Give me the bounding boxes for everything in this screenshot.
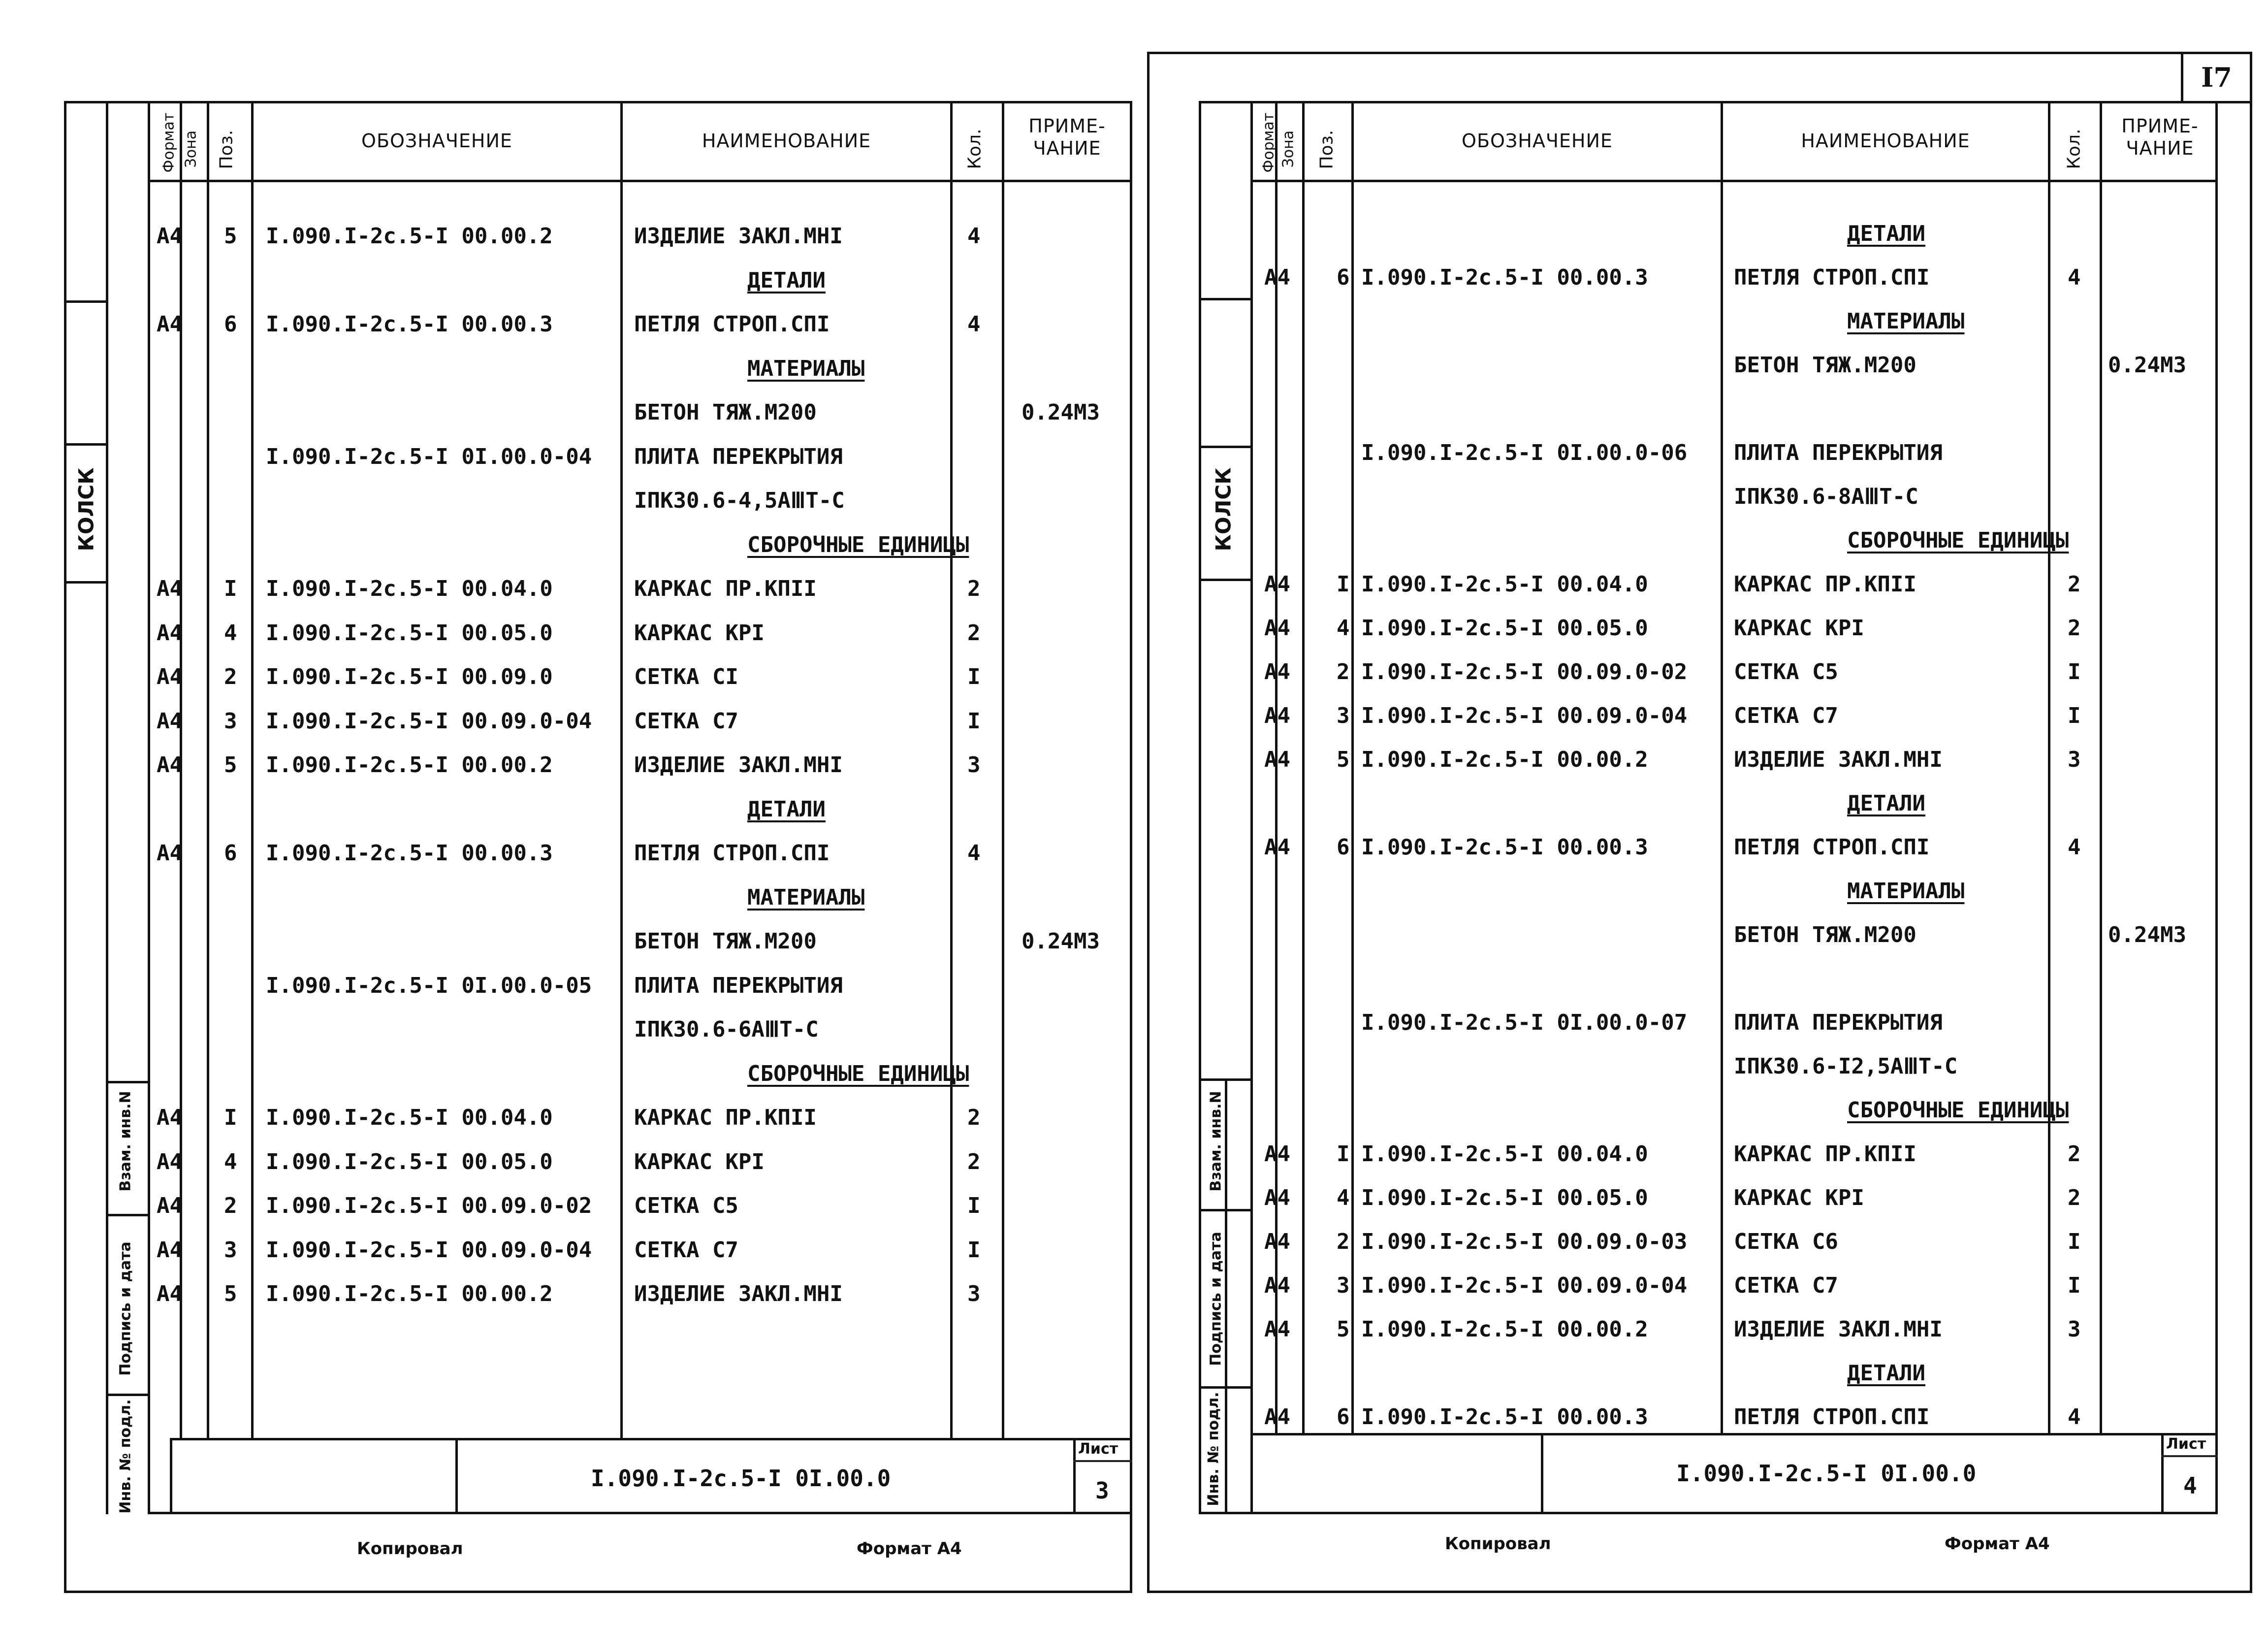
cell-pos: 2: [1337, 659, 1350, 684]
right-titleblock-line: [2161, 1433, 2164, 1514]
cell-qty: I: [2068, 659, 2081, 684]
cell-qty: 3: [2068, 1317, 2081, 1342]
left-header-name: НАИМЕНОВАНИЕ: [702, 130, 871, 152]
spec-row: [0, 390, 2268, 429]
spec-row: [0, 1003, 2268, 1042]
cell-pos: 3: [1337, 1273, 1350, 1298]
right-header-qty: Кол.: [2064, 129, 2084, 169]
cell-format: А4: [157, 841, 183, 866]
cell-name: СЕТКА С5: [1734, 659, 1838, 684]
cell-pos: I: [224, 576, 237, 601]
cell-name: ПЛИТА ПЕРЕКРЫТИЯ: [634, 973, 843, 998]
right-header-designation: ОБОЗНАЧЕНИЕ: [1462, 130, 1613, 152]
spec-row: [0, 652, 2268, 692]
cell-note: 0.24М3: [2108, 353, 2186, 378]
cell-designation: I.090.I-2c.5-I 00.00.3: [1361, 265, 1648, 290]
cell-name: ИЗДЕЛИЕ ЗАКЛ.МНI: [634, 224, 843, 249]
cell-pos: 4: [1337, 616, 1350, 641]
cell-name: СЕТКА СI: [634, 664, 738, 689]
right-header-zone: Зона: [1279, 130, 1297, 168]
right-inv-label: Инв. № подл.: [1205, 1392, 1222, 1506]
cell-name: СЕТКА С6: [1734, 1229, 1838, 1254]
cell-pos: 6: [1337, 1404, 1350, 1430]
cell-designation: I.090.I-2c.5-I 0I.00.0-04: [266, 444, 592, 469]
left-stamp-label: КОЛСК: [74, 467, 98, 552]
cell-designation: I.090.I-2c.5-I 00.00.3: [266, 841, 553, 866]
left-header-note-1: ПРИМЕ-: [1028, 115, 1106, 137]
cell-format: А4: [1264, 1185, 1290, 1210]
right-sheet-number: 4: [2183, 1472, 2197, 1499]
cell-name: СБОРОЧНЫЕ ЕДИНИЦЫ: [747, 1061, 969, 1086]
cell-format: А4: [157, 620, 183, 646]
cell-name: ДЕТАЛИ: [747, 796, 826, 822]
cell-designation: I.090.I-2c.5-I 0I.00.0-06: [1361, 440, 1688, 465]
cell-name: КАРКАС ПР.КПII: [634, 576, 817, 601]
cell-designation: I.090.I-2c.5-I 00.00.2: [1361, 747, 1648, 772]
left-titleblock-top: [170, 1438, 1132, 1440]
left-side-divider: [106, 1394, 148, 1396]
right-doc-code: I.090.I-2c.5-I 0I.00.0: [1676, 1460, 1977, 1487]
cell-qty: 2: [2068, 1141, 2081, 1167]
cell-designation: I.090.I-2c.5-I 00.05.0: [1361, 1185, 1648, 1210]
cell-name: СЕТКА С5: [634, 1193, 738, 1218]
cell-format: А4: [157, 1281, 183, 1306]
left-inv-label: Инв. № подл.: [117, 1399, 134, 1514]
cell-format: А4: [1264, 703, 1290, 728]
cell-pos: I: [224, 1105, 237, 1130]
cell-name: ПЛИТА ПЕРЕКРЫТИЯ: [1734, 440, 1943, 465]
cell-designation: I.090.I-2c.5-I 00.00.2: [266, 752, 553, 778]
cell-designation: I.090.I-2c.5-I 00.09.0-03: [1361, 1229, 1688, 1254]
right-header-note-2: ЧАНИЕ: [2126, 137, 2194, 159]
cell-pos: 2: [224, 1193, 237, 1218]
cell-format: А4: [1264, 1141, 1290, 1167]
right-podpis-label: Подпись и дата: [1207, 1232, 1225, 1366]
left-footer-copied: Копировал: [357, 1539, 463, 1559]
right-titleblock-line: [1541, 1433, 1543, 1514]
right-side-divider: [1199, 298, 1250, 300]
cell-format: А4: [157, 1105, 183, 1130]
cell-name: СЕТКА С7: [634, 708, 738, 734]
spec-row: [0, 214, 2268, 254]
cell-pos: 2: [1337, 1229, 1350, 1254]
cell-pos: 5: [224, 224, 237, 249]
left-footer-format: Формат А4: [857, 1539, 962, 1559]
cell-name: БЕТОН ТЯЖ.М200: [1734, 922, 1917, 947]
left-header-zone: Зона: [182, 130, 200, 168]
right-header-pos: Поз.: [1316, 130, 1337, 169]
cell-name: ИЗДЕЛИЕ ЗАКЛ.МНI: [1734, 1317, 1943, 1342]
cell-name: КАРКАС КРI: [1734, 616, 1864, 641]
spec-row: [0, 1178, 2268, 1218]
cell-name: СБОРОЧНЫЕ ЕДИНИЦЫ: [1847, 1098, 2069, 1123]
left-header-pos: Поз.: [216, 130, 237, 169]
cell-designation: I.090.I-2c.5-I 00.09.0: [266, 664, 553, 689]
cell-qty: I: [967, 664, 981, 689]
cell-name: IПК30.6-I2,5АⅢТ-С: [1734, 1054, 1958, 1079]
cell-qty: 4: [967, 224, 981, 249]
cell-name: ДЕТАЛИ: [747, 267, 826, 293]
cell-designation: I.090.I-2c.5-I 00.09.0-02: [1361, 659, 1688, 684]
cell-designation: I.090.I-2c.5-I 00.09.0-04: [266, 708, 592, 734]
cell-pos: 3: [224, 1237, 237, 1263]
cell-pos: 6: [224, 841, 237, 866]
cell-pos: I: [1337, 1141, 1350, 1167]
right-corner-number: I7: [2181, 52, 2252, 103]
cell-designation: I.090.I-2c.5-I 00.00.3: [1361, 835, 1648, 860]
right-side-frame-bottom: [1199, 1512, 1250, 1514]
cell-designation: I.090.I-2c.5-I 00.05.0: [266, 1149, 553, 1174]
cell-format: А4: [157, 312, 183, 337]
cell-format: А4: [157, 664, 183, 689]
cell-designation: I.090.I-2c.5-I 00.09.0-02: [266, 1193, 592, 1218]
cell-qty: 4: [2068, 1404, 2081, 1430]
left-header-note-2: ЧАНИЕ: [1033, 137, 1101, 159]
cell-name: ИЗДЕЛИЕ ЗАКЛ.МНI: [1734, 747, 1943, 772]
left-sheet-number: 3: [1095, 1477, 1109, 1504]
cell-name: БЕТОН ТЯЖ.М200: [634, 400, 817, 425]
cell-qty: 2: [2068, 572, 2081, 597]
cell-name: ПЛИТА ПЕРЕКРЫТИЯ: [1734, 1010, 1943, 1035]
cell-name: ДЕТАЛИ: [1847, 791, 1925, 816]
cell-format: А4: [1264, 265, 1290, 290]
right-footer-format: Формат А4: [1945, 1534, 2050, 1554]
cell-pos: 4: [224, 1149, 237, 1174]
spec-row: [0, 565, 2268, 604]
cell-format: А4: [1264, 1317, 1290, 1342]
right-stamp-label: КОЛСК: [1211, 467, 1236, 552]
cell-designation: I.090.I-2c.5-I 00.04.0: [1361, 1141, 1648, 1167]
left-header-qty: Кол.: [964, 129, 985, 169]
cell-note: 0.24М3: [1022, 929, 1100, 954]
left-vzam-label: Взам. инв.N: [117, 1091, 134, 1192]
cell-pos: 3: [1337, 703, 1350, 728]
right-header-bottom: [1250, 180, 2218, 182]
cell-format: А4: [157, 752, 183, 778]
spec-row: [0, 302, 2268, 341]
right-sheet-label: Лист: [2166, 1435, 2206, 1453]
cell-qty: I: [2068, 1273, 2081, 1298]
cell-qty: I: [2068, 703, 2081, 728]
cell-format: А4: [1264, 835, 1290, 860]
cell-qty: 4: [967, 841, 981, 866]
cell-format: А4: [1264, 616, 1290, 641]
cell-qty: 3: [2068, 747, 2081, 772]
cell-name: ИЗДЕЛИЕ ЗАКЛ.МНI: [634, 752, 843, 778]
cell-name: СЕТКА С7: [1734, 703, 1838, 728]
left-header-format: Формат: [160, 112, 178, 173]
cell-qty: I: [967, 708, 981, 734]
left-header-bottom: [148, 180, 1132, 182]
cell-format: А4: [1264, 1273, 1290, 1298]
cell-format: А4: [1264, 1404, 1290, 1430]
cell-name: КАРКАС КРI: [634, 620, 765, 646]
spec-row: [0, 1222, 2268, 1262]
cell-format: А4: [157, 224, 183, 249]
spec-row: [0, 609, 2268, 648]
cell-qty: I: [967, 1193, 981, 1218]
left-podpis-label: Подпись и дата: [117, 1241, 134, 1376]
right-titleblock-top: [1250, 1433, 2218, 1435]
cell-qty: 2: [967, 1105, 981, 1130]
cell-format: А4: [1264, 659, 1290, 684]
cell-format: А4: [1264, 747, 1290, 772]
cell-format: А4: [157, 708, 183, 734]
left-titleblock-line: [170, 1438, 172, 1514]
spec-row: [0, 1091, 2268, 1130]
left-titleblock-line: [455, 1438, 458, 1514]
cell-format: А4: [157, 1193, 183, 1218]
cell-qty: 3: [967, 752, 981, 778]
spec-row: [0, 696, 2268, 736]
spec-row: [0, 433, 2268, 473]
right-vzam-label: Взам. инв.N: [1207, 1091, 1225, 1192]
cell-name: СБОРОЧНЫЕ ЕДИНИЦЫ: [1847, 528, 2069, 553]
cell-pos: 2: [224, 664, 237, 689]
cell-name: МАТЕРИАЛЫ: [747, 884, 865, 910]
right-header-note-1: ПРИМЕ-: [2121, 115, 2199, 137]
cell-pos: 6: [1337, 835, 1350, 860]
cell-format: А4: [157, 576, 183, 601]
cell-pos: 5: [1337, 1317, 1350, 1342]
cell-qty: I: [967, 1237, 981, 1263]
cell-qty: 4: [967, 312, 981, 337]
right-side-frame-top: [1199, 101, 1250, 103]
spec-row: [0, 477, 2268, 517]
cell-name: МАТЕРИАЛЫ: [747, 356, 865, 381]
cell-name: КАРКАС КРI: [1734, 1185, 1864, 1210]
cell-name: СБОРОЧНЫЕ ЕДИНИЦЫ: [747, 532, 969, 557]
cell-name: IПК30.6-8АⅢТ-С: [1734, 484, 1918, 509]
cell-designation: I.090.I-2c.5-I 00.04.0: [1361, 572, 1648, 597]
cell-name: ПЕТЛЯ СТРОП.СПI: [634, 841, 830, 866]
cell-qty: 3: [967, 1281, 981, 1306]
left-header-designation: ОБОЗНАЧЕНИЕ: [361, 130, 512, 152]
spec-row: [0, 1310, 2268, 1349]
cell-note: 0.24М3: [2108, 922, 2186, 947]
cell-name: БЕТОН ТЯЖ.М200: [634, 929, 817, 954]
spec-row: [0, 521, 2268, 560]
cell-pos: 4: [1337, 1185, 1350, 1210]
left-titleblock-line: [1073, 1438, 1076, 1514]
spec-row: [0, 1354, 2268, 1393]
cell-name: СЕТКА С7: [1734, 1273, 1838, 1298]
cell-designation: I.090.I-2c.5-I 0I.00.0-05: [266, 973, 592, 998]
cell-qty: 4: [2068, 835, 2081, 860]
spec-row: [0, 1266, 2268, 1305]
cell-name: КАРКАС КРI: [634, 1149, 765, 1174]
spec-row: [0, 828, 2268, 867]
cell-qty: 4: [2068, 265, 2081, 290]
cell-name: IПК30.6-6АⅢТ-С: [634, 1017, 819, 1042]
spec-row: [0, 915, 2268, 955]
cell-name: БЕТОН ТЯЖ.М200: [1734, 353, 1917, 378]
spec-row: [0, 959, 2268, 999]
cell-pos: I: [1337, 572, 1350, 597]
left-sheet-divider: [1073, 1460, 1132, 1462]
cell-format: А4: [157, 1237, 183, 1263]
cell-name: ПЕТЛЯ СТРОП.СПI: [1734, 835, 1930, 860]
cell-designation: I.090.I-2c.5-I 00.05.0: [1361, 616, 1648, 641]
cell-designation: I.090.I-2c.5-I 00.05.0: [266, 620, 553, 646]
cell-name: МАТЕРИАЛЫ: [1847, 879, 1965, 904]
cell-name: КАРКАС ПР.КПII: [1734, 1141, 1917, 1167]
cell-pos: 5: [224, 1281, 237, 1306]
cell-name: ПЛИТА ПЕРЕКРЫТИЯ: [634, 444, 843, 469]
spec-row: [0, 784, 2268, 823]
spec-row: [0, 258, 2268, 297]
cell-qty: 2: [2068, 1185, 2081, 1210]
cell-designation: I.090.I-2c.5-I 00.04.0: [266, 576, 553, 601]
spec-row: [0, 740, 2268, 780]
cell-format: А4: [157, 1149, 183, 1174]
spec-row: [0, 346, 2268, 385]
right-header-name: НАИМЕНОВАНИЕ: [1801, 130, 1970, 152]
cell-name: ПЕТЛЯ СТРОП.СПI: [1734, 265, 1930, 290]
left-doc-code: I.090.I-2c.5-I 0I.00.0: [591, 1465, 891, 1492]
cell-qty: I: [2068, 1229, 2081, 1254]
cell-designation: I.090.I-2c.5-I 00.00.2: [266, 1281, 553, 1306]
cell-name: КАРКАС ПР.КПII: [634, 1105, 817, 1130]
right-sheet-divider: [2161, 1455, 2218, 1457]
cell-pos: 3: [224, 708, 237, 734]
cell-designation: I.090.I-2c.5-I 00.00.3: [1361, 1404, 1648, 1430]
cell-designation: I.090.I-2c.5-I 00.00.3: [266, 312, 553, 337]
cell-pos: 5: [1337, 747, 1350, 772]
cell-format: А4: [1264, 572, 1290, 597]
cell-designation: I.090.I-2c.5-I 00.04.0: [266, 1105, 553, 1130]
cell-designation: I.090.I-2c.5-I 00.09.0-04: [1361, 703, 1688, 728]
cell-pos: 5: [224, 752, 237, 778]
cell-designation: I.090.I-2c.5-I 0I.00.0-07: [1361, 1010, 1688, 1035]
cell-name: IПК30.6-4,5АⅢТ-С: [634, 488, 845, 513]
cell-qty: 2: [967, 1149, 981, 1174]
cell-name: КАРКАС ПР.КПII: [1734, 572, 1917, 597]
cell-pos: 4: [224, 620, 237, 646]
cell-note: 0.24М3: [1022, 400, 1100, 425]
right-footer-copied: Копировал: [1445, 1534, 1551, 1554]
spec-row: [0, 1047, 2268, 1086]
cell-format: А4: [1264, 1229, 1290, 1254]
spec-row: [0, 1135, 2268, 1174]
cell-name: ПЕТЛЯ СТРОП.СПI: [634, 312, 830, 337]
left-sheet-label: Лист: [1078, 1440, 1118, 1458]
cell-name: ДЕТАЛИ: [1847, 1361, 1925, 1386]
cell-qty: 2: [967, 620, 981, 646]
cell-name: СЕТКА С7: [634, 1237, 738, 1263]
cell-pos: 6: [224, 312, 237, 337]
spec-row: [0, 1398, 2268, 1437]
cell-name: ИЗДЕЛИЕ ЗАКЛ.МНI: [634, 1281, 843, 1306]
cell-pos: 6: [1337, 265, 1350, 290]
cell-name: МАТЕРИАЛЫ: [1847, 309, 1965, 334]
cell-designation: I.090.I-2c.5-I 00.00.2: [1361, 1317, 1648, 1342]
cell-name: ПЕТЛЯ СТРОП.СПI: [1734, 1404, 1930, 1430]
cell-name: ДЕТАЛИ: [1847, 221, 1925, 246]
cell-designation: I.090.I-2c.5-I 00.00.2: [266, 224, 553, 249]
cell-designation: I.090.I-2c.5-I 00.09.0-04: [1361, 1273, 1688, 1298]
right-header-format: Формат: [1260, 112, 1278, 173]
cell-qty: 2: [967, 576, 981, 601]
spec-row: [0, 872, 2268, 911]
cell-qty: 2: [2068, 616, 2081, 641]
cell-designation: I.090.I-2c.5-I 00.09.0-04: [266, 1237, 592, 1263]
